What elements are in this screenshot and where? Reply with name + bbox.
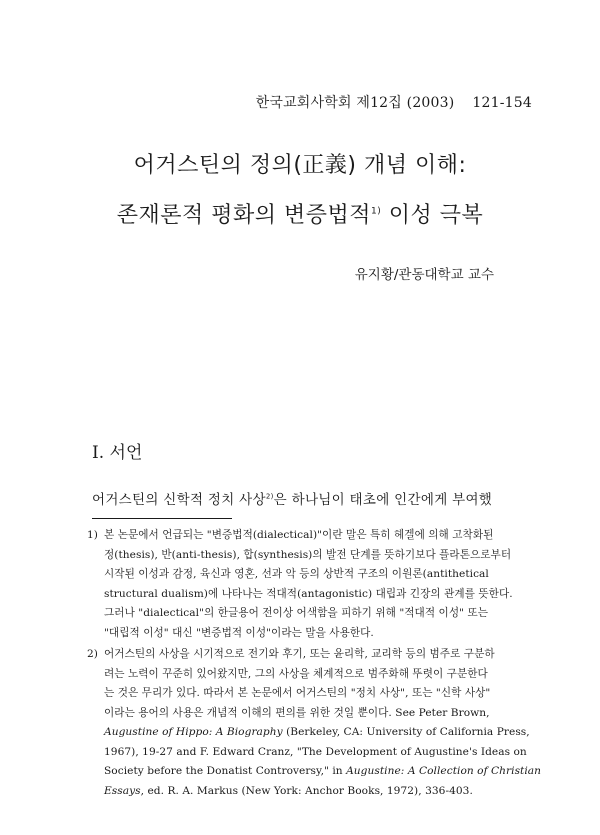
footnote-line: 정(thesis), 반(anti-thesis), 합(synthesis)의 발전 단계를 뜻하기보다 플라톤으로부터 [104,548,512,561]
body-text-rest: 은 하나님이 태초에 인간에게 부여했 [273,492,493,508]
title-line-2-tail: 이성 극복 [381,203,484,228]
footnote-line: 시작된 이성과 감정, 육신과 영혼, 선과 악 등의 상반적 구조의 이원론(antithetical [104,568,489,580]
citation-book-title: Augustine: A Collection of Christian [346,765,542,777]
footnote-line: "대립적 이성" 대신 "변증법적 이성"이라는 말을 사용한다. [104,626,374,639]
citation-book-title: Augustine of Hippo: A Biography [104,726,283,738]
footnote-number: 1) [87,529,98,541]
footnote-line: 그러나 "dialectical"의 한글용어 전이상 어색함을 피하기 위해 "적대적 이성" 또는 [104,607,489,619]
footnote-line [104,782,497,802]
title-line-2-text: 존재론적 평화의 변증법적 [116,203,371,228]
footnote-line [104,762,542,782]
footnote-1 [87,526,513,643]
author-byline: 유지황/관동대학교 교수 [354,267,494,283]
page-range: 121-154 [472,95,532,111]
paper-title-line-1: 어거스틴의 정의(正義) 개념 이해: [133,153,467,178]
footnote-line: 이라는 용어의 사용은 개념적 이해의 편의를 위한 것일 뿐이다. See Peter Brown, [104,706,490,719]
footnote-rule [92,518,232,519]
footnote-line: structural dualism)에 나타나는 적대적(antagonistic) 대립과 긴장의 관계를 뜻한다. [104,587,513,600]
footnote-number: 2) [87,648,98,660]
footnote-mark-1[interactable]: 1) [371,206,382,217]
journal-name: 한국교회사학회 제12집 (2003) [255,95,455,111]
paper-title-line-2 [0,198,600,229]
footnote-line: 려는 노력이 꾸준히 있어왔지만, 그의 사상을 체계적으로 범주화해 뚜렷이 구분한다 [104,667,488,680]
footnote-mark-2[interactable]: 2) [265,492,274,501]
body-text-start: 어거스틴의 신학적 정치 사상 [92,492,266,508]
section-heading: I. 서언 [92,443,143,463]
footnotes [87,526,542,801]
citation-publisher: (Berkeley, CA: University of California Press, [282,726,530,738]
footnote-line: 는 것은 무리가 있다. 따라서 본 논문에서 어거스틴의 "정치 사상", 또는 "신학 사상" [104,687,491,699]
body-paragraph [92,488,522,508]
footnote-2 [87,645,542,801]
footnote-line: 본 논문에서 언급되는 "변증법적(dialectical)"이란 말은 특히 헤겔에 의해 고착화된 [104,529,494,541]
footnote-line: 어거스틴의 사상을 시기적으로 전기와 후기, 또는 윤리학, 교리학 등의 범주로 구분하 [104,648,495,660]
running-head [256,92,532,112]
footnote-line [104,723,530,743]
footnote-line: 1967), 19-27 and F. Edward Cranz, "The Development of Augustine's Ideas on [104,745,527,758]
citation-book-title: Essays [104,784,141,797]
citation-text: , ed. R. A. Markus (New York: Anchor Books, 1972), 336-403. [140,784,473,797]
citation-text: Society before the Donatist Controversy," in [104,765,347,777]
